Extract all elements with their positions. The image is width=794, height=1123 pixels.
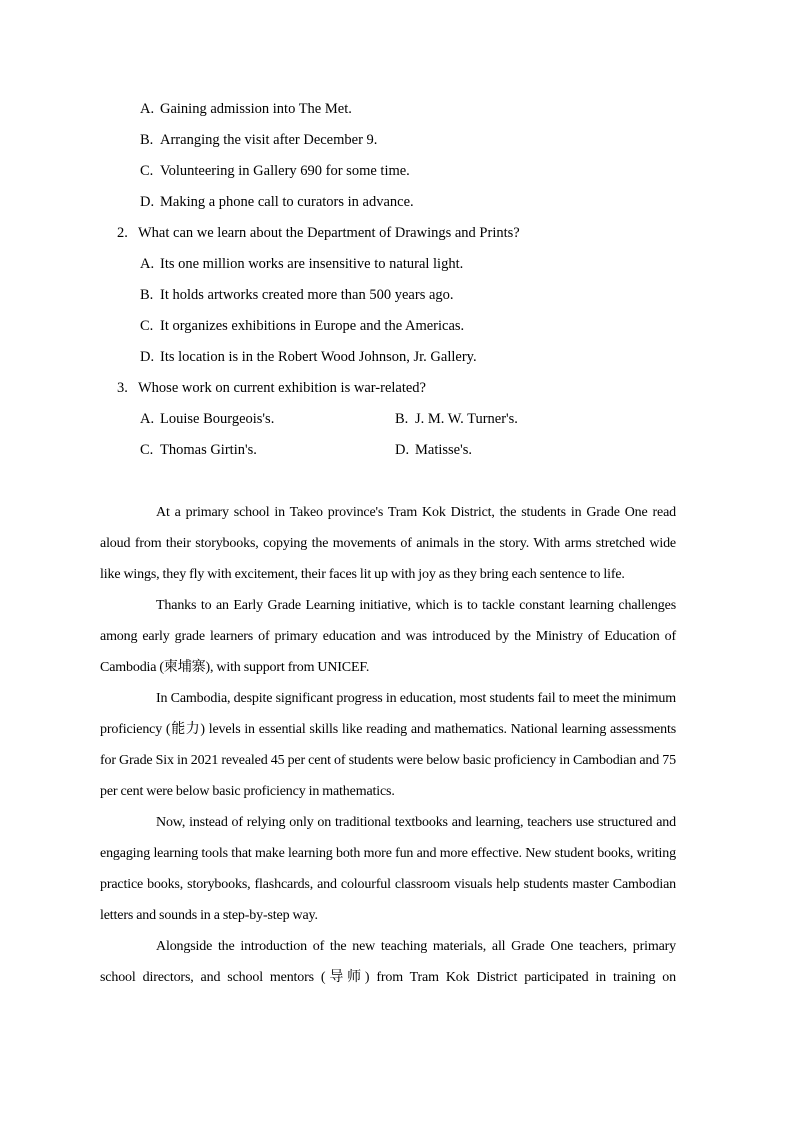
- question-2-stem: [100, 218, 676, 249]
- reading-passage: [100, 497, 676, 993]
- passage-paragraph-2: Thanks to an Early Grade Learning initiative, which is to tackle constant learning challenges among early grade learners of primary education and was introduced by the Ministry of Education of Cambodia (柬埔寨), with support from UNICEF.: [100, 598, 676, 675]
- option-letter: B.: [140, 287, 154, 303]
- passage-paragraph-4: Now, instead of relying only on traditional textbooks and learning, teachers use structured and engaging learning tools that make learning both more fun and more effective. New student books, writing practice books, storybooks, flashcards, and colourful classroom visuals help students master Cambodian letters and sounds in a step-by-step way.: [100, 815, 676, 923]
- question-3-options-row-2: [100, 435, 676, 466]
- option-letter: D.: [140, 349, 155, 365]
- question-number: 3.: [117, 380, 128, 396]
- passage-paragraph-5: Alongside the introduction of the new teaching materials, all Grade One teachers, primary school directors, and school mentors (导师) from Tram Kok District participated in training on: [100, 939, 676, 985]
- option-text: J. M. W. Turner's.: [415, 411, 518, 427]
- question-3-option-b: [395, 404, 676, 435]
- question-text: Whose work on current exhibition is war-related?: [138, 380, 426, 396]
- question-3-options: [100, 404, 676, 466]
- option-text: Making a phone call to curators in advance.: [160, 194, 414, 210]
- option-text: Arranging the visit after December 9.: [160, 132, 378, 148]
- option-letter: C.: [140, 442, 154, 458]
- question-number: 2.: [117, 225, 128, 241]
- option-letter: A.: [140, 256, 155, 272]
- question-3-option-c: [140, 435, 395, 466]
- question-3-options-row-1: [100, 404, 676, 435]
- option-text: Matisse's.: [415, 442, 472, 458]
- option-letter: C.: [140, 163, 154, 179]
- option-letter: A.: [140, 101, 155, 117]
- question-2-option-c: [100, 311, 676, 342]
- option-letter: D.: [395, 442, 410, 458]
- question-2-option-b: [100, 280, 676, 311]
- option-text: Its location is in the Robert Wood Johnson, Jr. Gallery.: [160, 349, 477, 365]
- option-text: Volunteering in Gallery 690 for some time.: [160, 163, 410, 179]
- question-1-option-c: [100, 156, 676, 187]
- passage-paragraph-1: At a primary school in Takeo province's Tram Kok District, the students in Grade One read aloud from their storybooks, copying the movements of animals in the story. With arms stretched wide like wings, they fly with excitement, their faces lit up with joy as they bring each sentence to life.: [100, 505, 676, 582]
- option-letter: D.: [140, 194, 155, 210]
- option-letter: A.: [140, 411, 155, 427]
- option-text: It holds artworks created more than 500 years ago.: [160, 287, 454, 303]
- question-2-option-a: [100, 249, 676, 280]
- question-1-option-b: [100, 125, 676, 156]
- option-text: It organizes exhibitions in Europe and the Americas.: [160, 318, 465, 334]
- question-text: What can we learn about the Department of Drawings and Prints?: [138, 225, 520, 241]
- passage-paragraph-3: In Cambodia, despite significant progress in education, most students fail to meet the minimum proficiency (能力) levels in essential skills like reading and mathematics. National learning assessments for Grade Six in 2021 revealed 45 per cent of students were below basic proficiency in Cambodian and 75 per cent were below basic proficiency in mathematics.: [100, 691, 676, 799]
- option-letter: B.: [395, 411, 409, 427]
- option-text: Gaining admission into The Met.: [160, 101, 352, 117]
- page-content: [100, 94, 676, 993]
- question-1-option-d: [100, 187, 676, 218]
- option-text: Thomas Girtin's.: [160, 442, 257, 458]
- question-1-options: [100, 94, 676, 218]
- question-3-option-a: [140, 404, 395, 435]
- option-letter: B.: [140, 132, 154, 148]
- question-2-options: [100, 249, 676, 373]
- question-3-stem: [100, 373, 676, 404]
- question-1-option-a: [100, 94, 676, 125]
- option-text: Its one million works are insensitive to natural light.: [160, 256, 464, 272]
- option-text: Louise Bourgeois's.: [160, 411, 275, 427]
- question-2-option-d: [100, 342, 676, 373]
- option-letter: C.: [140, 318, 154, 334]
- question-3-option-d: [395, 435, 676, 466]
